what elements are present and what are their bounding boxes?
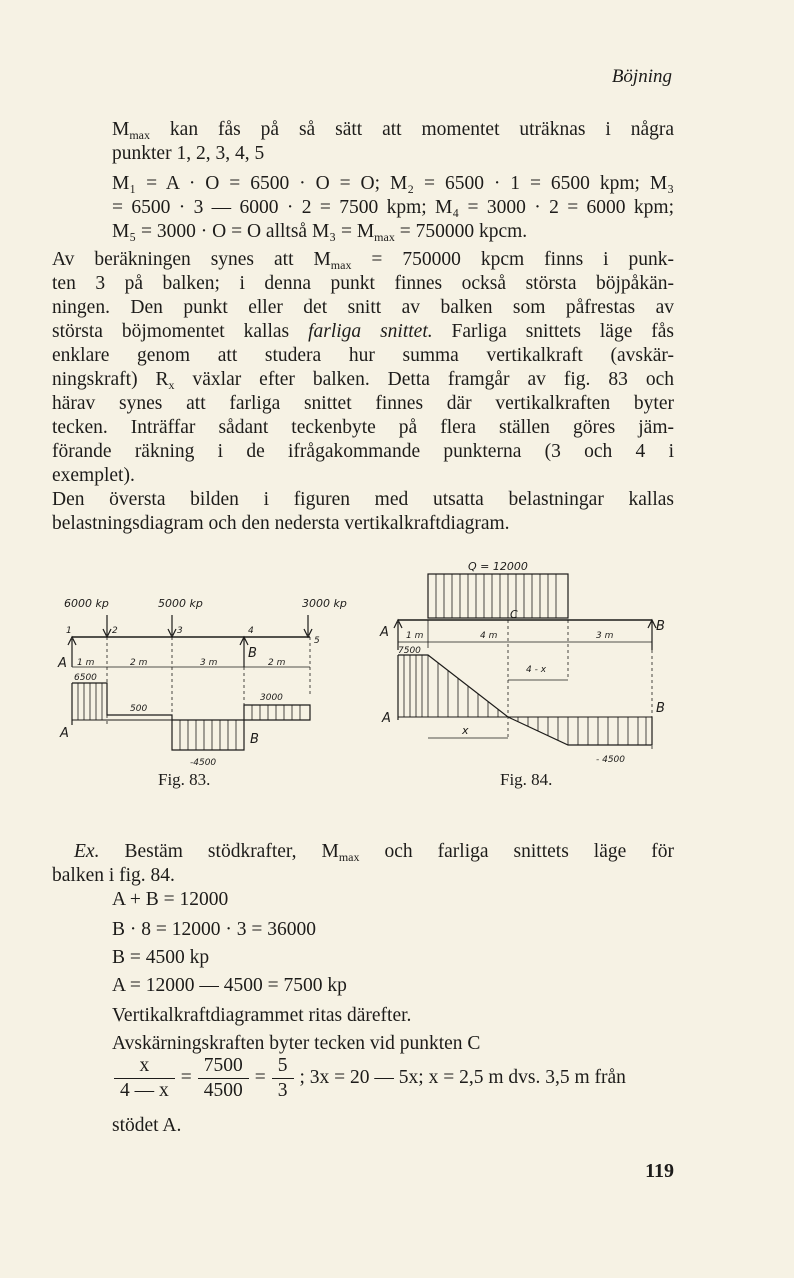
fig84-x-label: x — [462, 724, 469, 737]
fig83-support-a: A — [58, 656, 67, 671]
fig83-span2: 2 m — [130, 658, 148, 668]
para1-line-4: största böjmomentet kallas farliga snittet. Farliga snittets läge fås — [52, 321, 675, 342]
moments-line-1: M₁ = A · O = 6500 · O = O; M₂ = 6500 · 1 = 6500 kpm; M₃ — [112, 173, 674, 194]
example-eq-2: B · 8 = 12000 · 3 = 36000 — [112, 919, 316, 940]
para2-line-1: Den översta bilden i figuren med utsatta belastningar kallas — [52, 489, 674, 510]
fig83-load2: 5000 kp — [158, 597, 203, 610]
para2-line-2: belastningsdiagram och den nedersta vertikalkraftdiagram. — [52, 513, 510, 534]
fig83-p1: 1 — [66, 626, 72, 636]
fig83-v4: -4500 — [190, 758, 217, 768]
fig83-load3: 3000 kp — [302, 597, 347, 610]
page-number: 119 — [645, 1160, 674, 1182]
running-title: Böjning — [611, 66, 672, 87]
fraction-3: $\frac{5}{3}$ — [272, 1054, 294, 1103]
fig-83-caption: Fig. 83. — [158, 770, 211, 789]
example-line-1: Ex. Bestäm stödkrafter, $M_{max}$ och farliga snittets läge för — [74, 841, 675, 864]
fig84-c-label: C — [510, 608, 518, 621]
para1-line-8: tecken. Inträffar sådant teckenbyte på flera ställen göres jäm- — [52, 417, 674, 438]
fig83-support-b-lower: B — [250, 732, 259, 747]
fig84-span1: 1 m — [406, 631, 424, 641]
moments-line-3: M₅ = 3000 · O = O alltså $M_3 = M_{max} = 750000$ kpcm. — [112, 221, 528, 244]
intro-line-1: $M_{max}$ kan fås på så sätt att momentet uträknas i några — [112, 119, 674, 142]
fig83-support-a-lower: A — [60, 726, 69, 741]
fig84-support-a-lower: A — [382, 711, 391, 726]
fig83-span3: 3 m — [200, 658, 218, 668]
example-eq-3: B = 4500 kp — [112, 947, 210, 968]
para1-line-2: ten 3 på balken; i denna punkt finnes också största böjpåkän- — [52, 273, 674, 294]
fig84-v-b: - 4500 — [596, 755, 626, 765]
example-equation-5: $\frac{x}{4 — x}$ = $\frac{7500}{4500}$ = $\frac{5}{3}$ ; 3x = 20 — 5x; x = 2,5 m dvs. 3,5 m från — [108, 1054, 678, 1103]
fig-83-diagram — [50, 585, 350, 770]
para1-line-10: exemplet). — [52, 465, 135, 486]
example-eq-4: A = 12000 — 4500 = 7500 kp — [112, 975, 347, 996]
fraction-1: $\frac{x}{4 — x}$ — [114, 1054, 175, 1103]
fraction-2: $\frac{7500}{4500}$ — [198, 1054, 249, 1103]
fig83-p5: 5 — [314, 636, 320, 646]
example-line-4: Avskärningskraften byter tecken vid punkten C — [112, 1033, 481, 1054]
intro-line-2: punkter 1, 2, 3, 4, 5 — [112, 143, 265, 164]
fig-84-diagram — [370, 560, 670, 770]
fig84-support-b: B — [656, 619, 665, 634]
example-line-2: balken i fig. 84. — [52, 865, 175, 886]
fig83-p3: 3 — [177, 626, 183, 636]
fig83-v1: 6500 — [74, 673, 97, 683]
fig83-support-b: B — [248, 646, 257, 661]
moments-line-2: = 6500 · 3 — 6000 · 2 = 7500 kpm; M₄ = 3000 · 2 = 6000 kpm; — [112, 197, 674, 218]
fig84-support-b-lower: B — [656, 701, 665, 716]
para1-line-3: ningen. Den punkt eller det snitt av balken som påfrestas av — [52, 297, 674, 318]
fig83-v3: 3000 — [260, 693, 283, 703]
fig84-four-minus-x: 4 - x — [526, 665, 547, 675]
para1-line-6: ningskraft) $R_x$ växlar efter balken. Detta framgår av fig. 83 och — [52, 369, 674, 392]
fig84-support-a: A — [380, 625, 389, 640]
fig83-p4: 4 — [248, 626, 254, 636]
para1-line-5: enklare genom att studera hur summa vertikalkraft (avskär- — [52, 345, 674, 366]
fig84-span3: 3 m — [596, 631, 614, 641]
fig83-load1: 6000 kp — [64, 597, 109, 610]
fig83-span1: 1 m — [77, 658, 95, 668]
fig84-span2: 4 m — [480, 631, 498, 641]
fig83-span4: 2 m — [268, 658, 286, 668]
fig84-q-label: Q = 12000 — [468, 560, 528, 573]
fig84-v-a: 7500 — [398, 646, 421, 656]
example-eq-1: A + B = 12000 — [112, 889, 229, 910]
fig-84-caption: Fig. 84. — [500, 770, 553, 789]
example-line-5: stödet A. — [112, 1115, 182, 1136]
para1-line-1: Av beräkningen synes att $M_{max} = 750000$ kpcm finns i punk- — [52, 249, 674, 272]
example-line-3: Vertikalkraftdiagrammet ritas därefter. — [112, 1005, 412, 1026]
para1-line-9: förande räkning i de ifrågakommande punkterna (3 och 4 i — [52, 441, 674, 462]
fig83-p2: 2 — [112, 626, 118, 636]
para1-line-7: härav synes att farliga snittet finnes där vertikalkraften byter — [52, 393, 674, 414]
fig83-v2: 500 — [130, 704, 148, 714]
